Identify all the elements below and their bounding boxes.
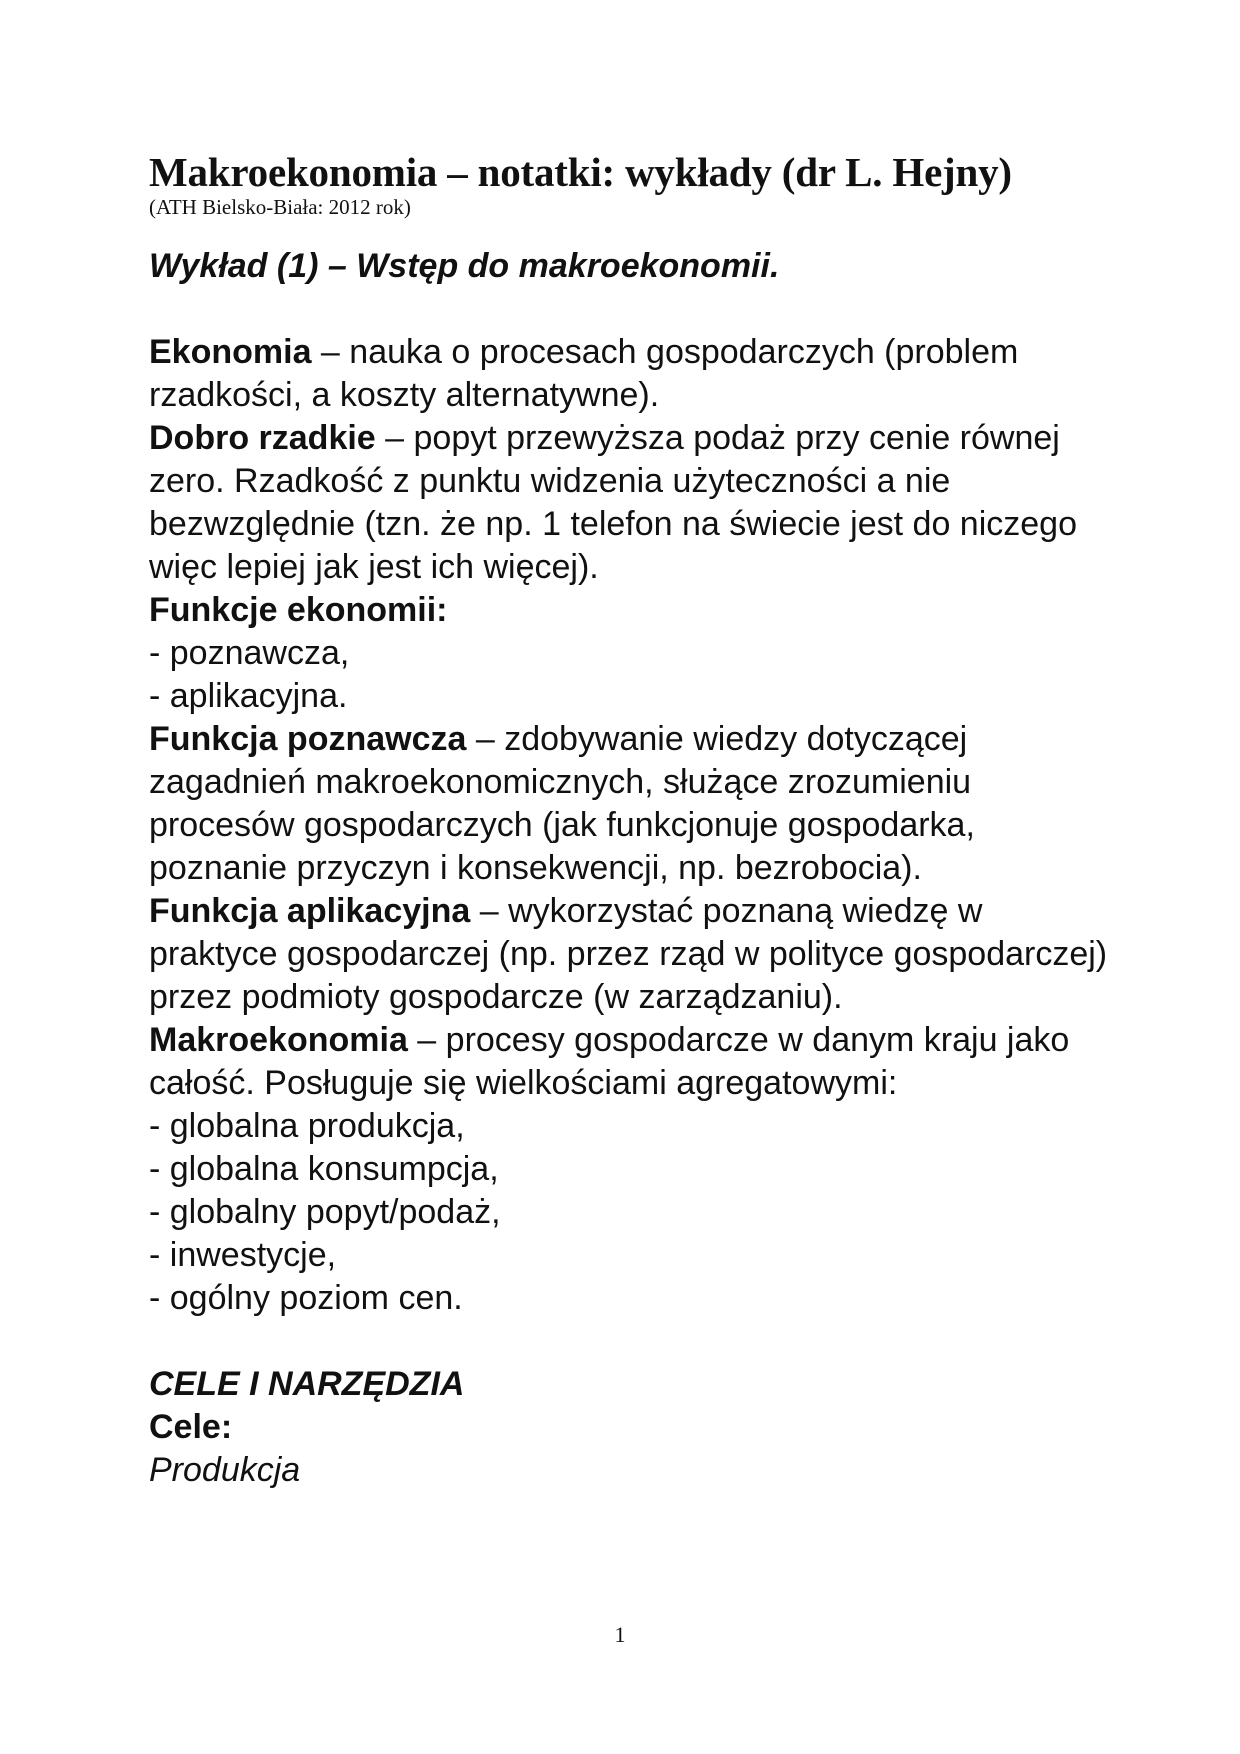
document-body: [149, 331, 1109, 1320]
document-page: [149, 148, 1109, 1492]
page-number: 1: [614, 1622, 626, 1647]
definition-funkcja-aplikacyjna-text: – wykorzystać poznaną wiedzę w praktyce gospodarczej (np. przez rząd w polityce gospodarczej) przez podmioty gospodarcze (w zarządzaniu).: [149, 892, 1108, 1016]
term-funkcja-poznawcza: Funkcja poznawcza: [149, 720, 467, 758]
definition-dobro-rzadkie: [149, 417, 1109, 589]
definition-funkcja-aplikacyjna: [149, 890, 1109, 1019]
definition-makroekonomia: [149, 1019, 1109, 1105]
definition-funkcja-poznawcza-text: – zdobywanie wiedzy dotyczącej zagadnień makroekonomicznych, służące zrozumieniu procesów gospodarczych (jak funkcjonuje gospodarka, poznanie przyczyn i konsekwencji, np. bezrobocia).: [149, 720, 975, 887]
list-item: - globalna konsumpcja,: [149, 1150, 499, 1188]
lecture-heading: Wykład (1) – Wstęp do makroekonomii.: [149, 247, 780, 285]
list-item: - aplikacyjna.: [149, 677, 348, 715]
list-item: - ogólny poziom cen.: [149, 1279, 463, 1317]
document-title: Makroekonomia – notatki: wykłady (dr L. Hejny): [149, 149, 1012, 195]
term-dobro-rzadkie: Dobro rzadkie: [149, 419, 376, 457]
goal-produkcja: Produkcja: [149, 1451, 301, 1489]
term-funkcja-aplikacyjna: Funkcja aplikacyjna: [149, 892, 471, 930]
subheading-cele: Cele:: [149, 1408, 233, 1446]
definition-ekonomia: [149, 331, 1109, 417]
list-item: - globalny popyt/podaż,: [149, 1193, 501, 1231]
list-item: - globalna produkcja,: [149, 1107, 465, 1145]
term-ekonomia: Ekonomia: [149, 333, 312, 371]
term-makroekonomia: Makroekonomia: [149, 1021, 408, 1059]
list-item: - inwestycje,: [149, 1236, 337, 1274]
section-heading-cele-narzedzia: CELE I NARZĘDZIA: [149, 1365, 465, 1403]
section-heading-funkcje: Funkcje ekonomii:: [149, 591, 448, 629]
definition-makroekonomia-text: – procesy gospodarcze w danym kraju jako całość. Posługuje się wielkościami agregatowymi:: [149, 1021, 1070, 1102]
document-subtitle: (ATH Bielsko-Biała: 2012 rok): [149, 195, 411, 219]
definition-dobro-rzadkie-text: – popyt przewyższa podaż przy cenie równej zero. Rzadkość z punktu widzenia użyteczności a nie bezwzględnie (tzn. że np. 1 telefon na świecie jest do niczego więc lepiej jak jest ich więcej).: [149, 419, 1077, 586]
definition-ekonomia-text: – nauka o procesach gospodarczych (problem rzadkości, a koszty alternatywne).: [149, 333, 1019, 414]
definition-funkcja-poznawcza: [149, 718, 1109, 890]
list-item: - poznawcza,: [149, 634, 350, 672]
